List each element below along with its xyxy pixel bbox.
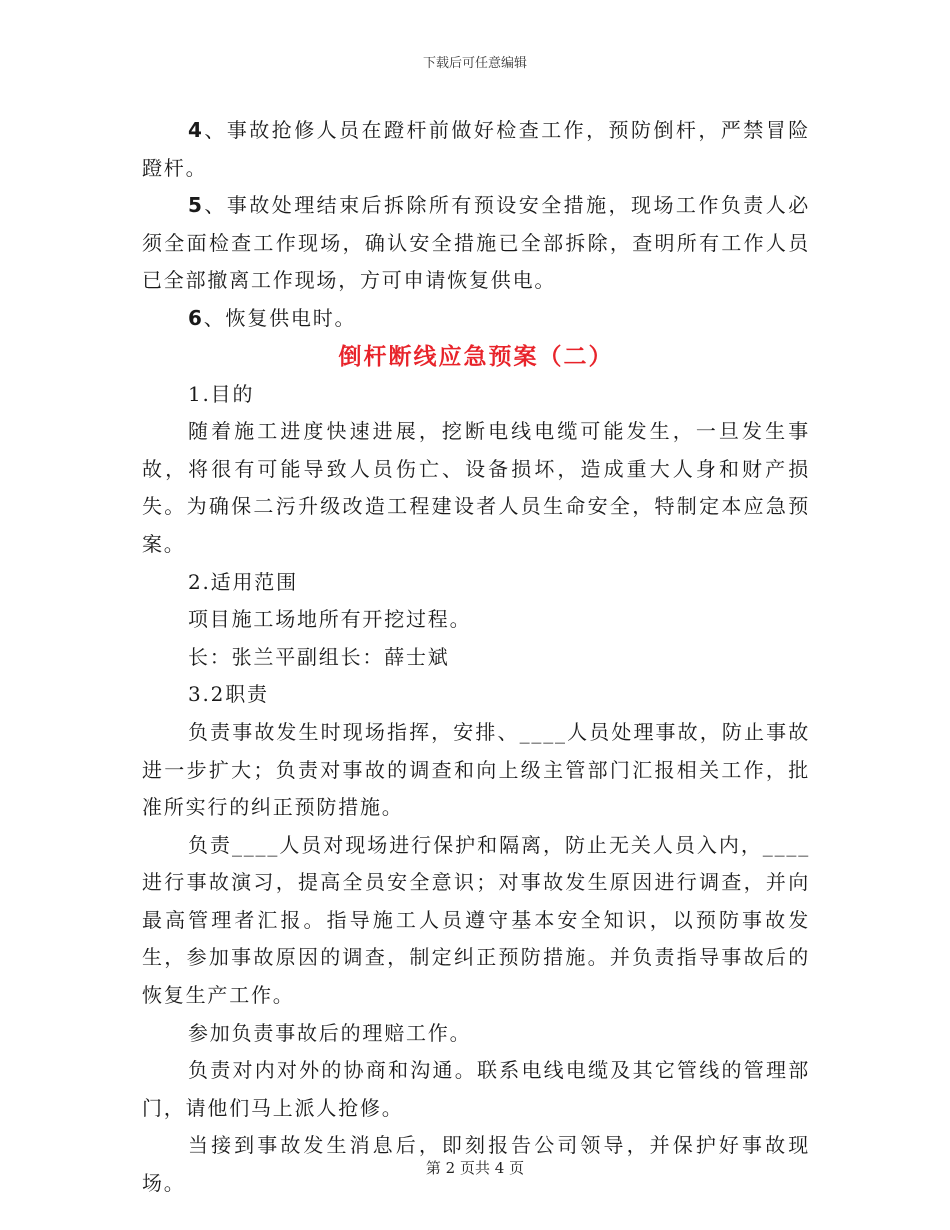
item-number: 5: [188, 193, 204, 218]
item-number: 4: [188, 118, 204, 142]
paragraph-duty-4: 负责对内对外的协商和沟通。联系电线电缆及其它管线的管理部门，请他们马上派人抢修。: [142, 1058, 810, 1120]
heading-scope: 2.适用范围: [188, 569, 298, 594]
paragraph-duty-3: 参加负责事故后的理赔工作。: [188, 1020, 472, 1045]
paragraph-duty-5: 当接到事故发生消息后，即刻报告公司领导，并保护好事故现场。: [142, 1133, 810, 1196]
paragraph-leaders: 长：张兰平副组长：薛士斌: [188, 644, 450, 669]
page-footer: 第 2 页共 4 页: [425, 1159, 525, 1177]
page-header: 下载后可任意编辑: [422, 56, 527, 71]
paragraph-duty-2: 负责____人员对现场进行保护和隔离，防止无关人员入内，____进行事故演习，提高全员安全意识；对事故发生原因进行调查，并向最高管理者汇报。指导施工人员遵守基本安全知识，以预防事故发生，参加事故原因的调查，制定纠正预防措施。并负责指导事故后的恢复生产工作。: [142, 832, 810, 1008]
item-number: 6: [188, 305, 204, 330]
section-title: 倒杆断线应急预案（二）: [338, 343, 614, 370]
item-text: 、恢复供电时。: [203, 305, 357, 330]
paragraph-scope: 项目施工场地所有开挖过程。: [188, 607, 472, 632]
item-text: 、事故抢修人员在蹬杆前做好检查工作，预防倒杆，严禁冒险蹬杆。: [142, 118, 810, 180]
paragraph-item-5: [142, 187, 810, 300]
paragraph-item-6: [142, 300, 810, 338]
item-text: 、事故处理结束后拆除所有预设安全措施，现场工作负责人必须全面检查工作现场，确认安全措施已全部拆除，查明所有工作人员已全部撤离工作现场，方可申请恢复供电。: [142, 193, 810, 293]
paragraph-purpose: 随着施工进度快速进展，挖断电线电缆可能发生，一旦发生事故，将很有可能导致人员伤亡、设备损坏，造成重大人身和财产损失。为确保二污升级改造工程建设者人员生命安全，特制定本应急预案。: [142, 419, 810, 556]
heading-purpose: 1.目的: [188, 381, 255, 406]
paragraph-item-4: [142, 112, 810, 187]
document-body: [142, 112, 810, 1203]
paragraph-duty-1: 负责事故发生时现场指挥，安排、____人员处理事故，防止事故进一步扩大；负责对事故的调查和向上级主管部门汇报相关工作，批准所实行的纠正预防措施。: [142, 719, 810, 820]
heading-duties: 3.2职责: [188, 682, 269, 707]
